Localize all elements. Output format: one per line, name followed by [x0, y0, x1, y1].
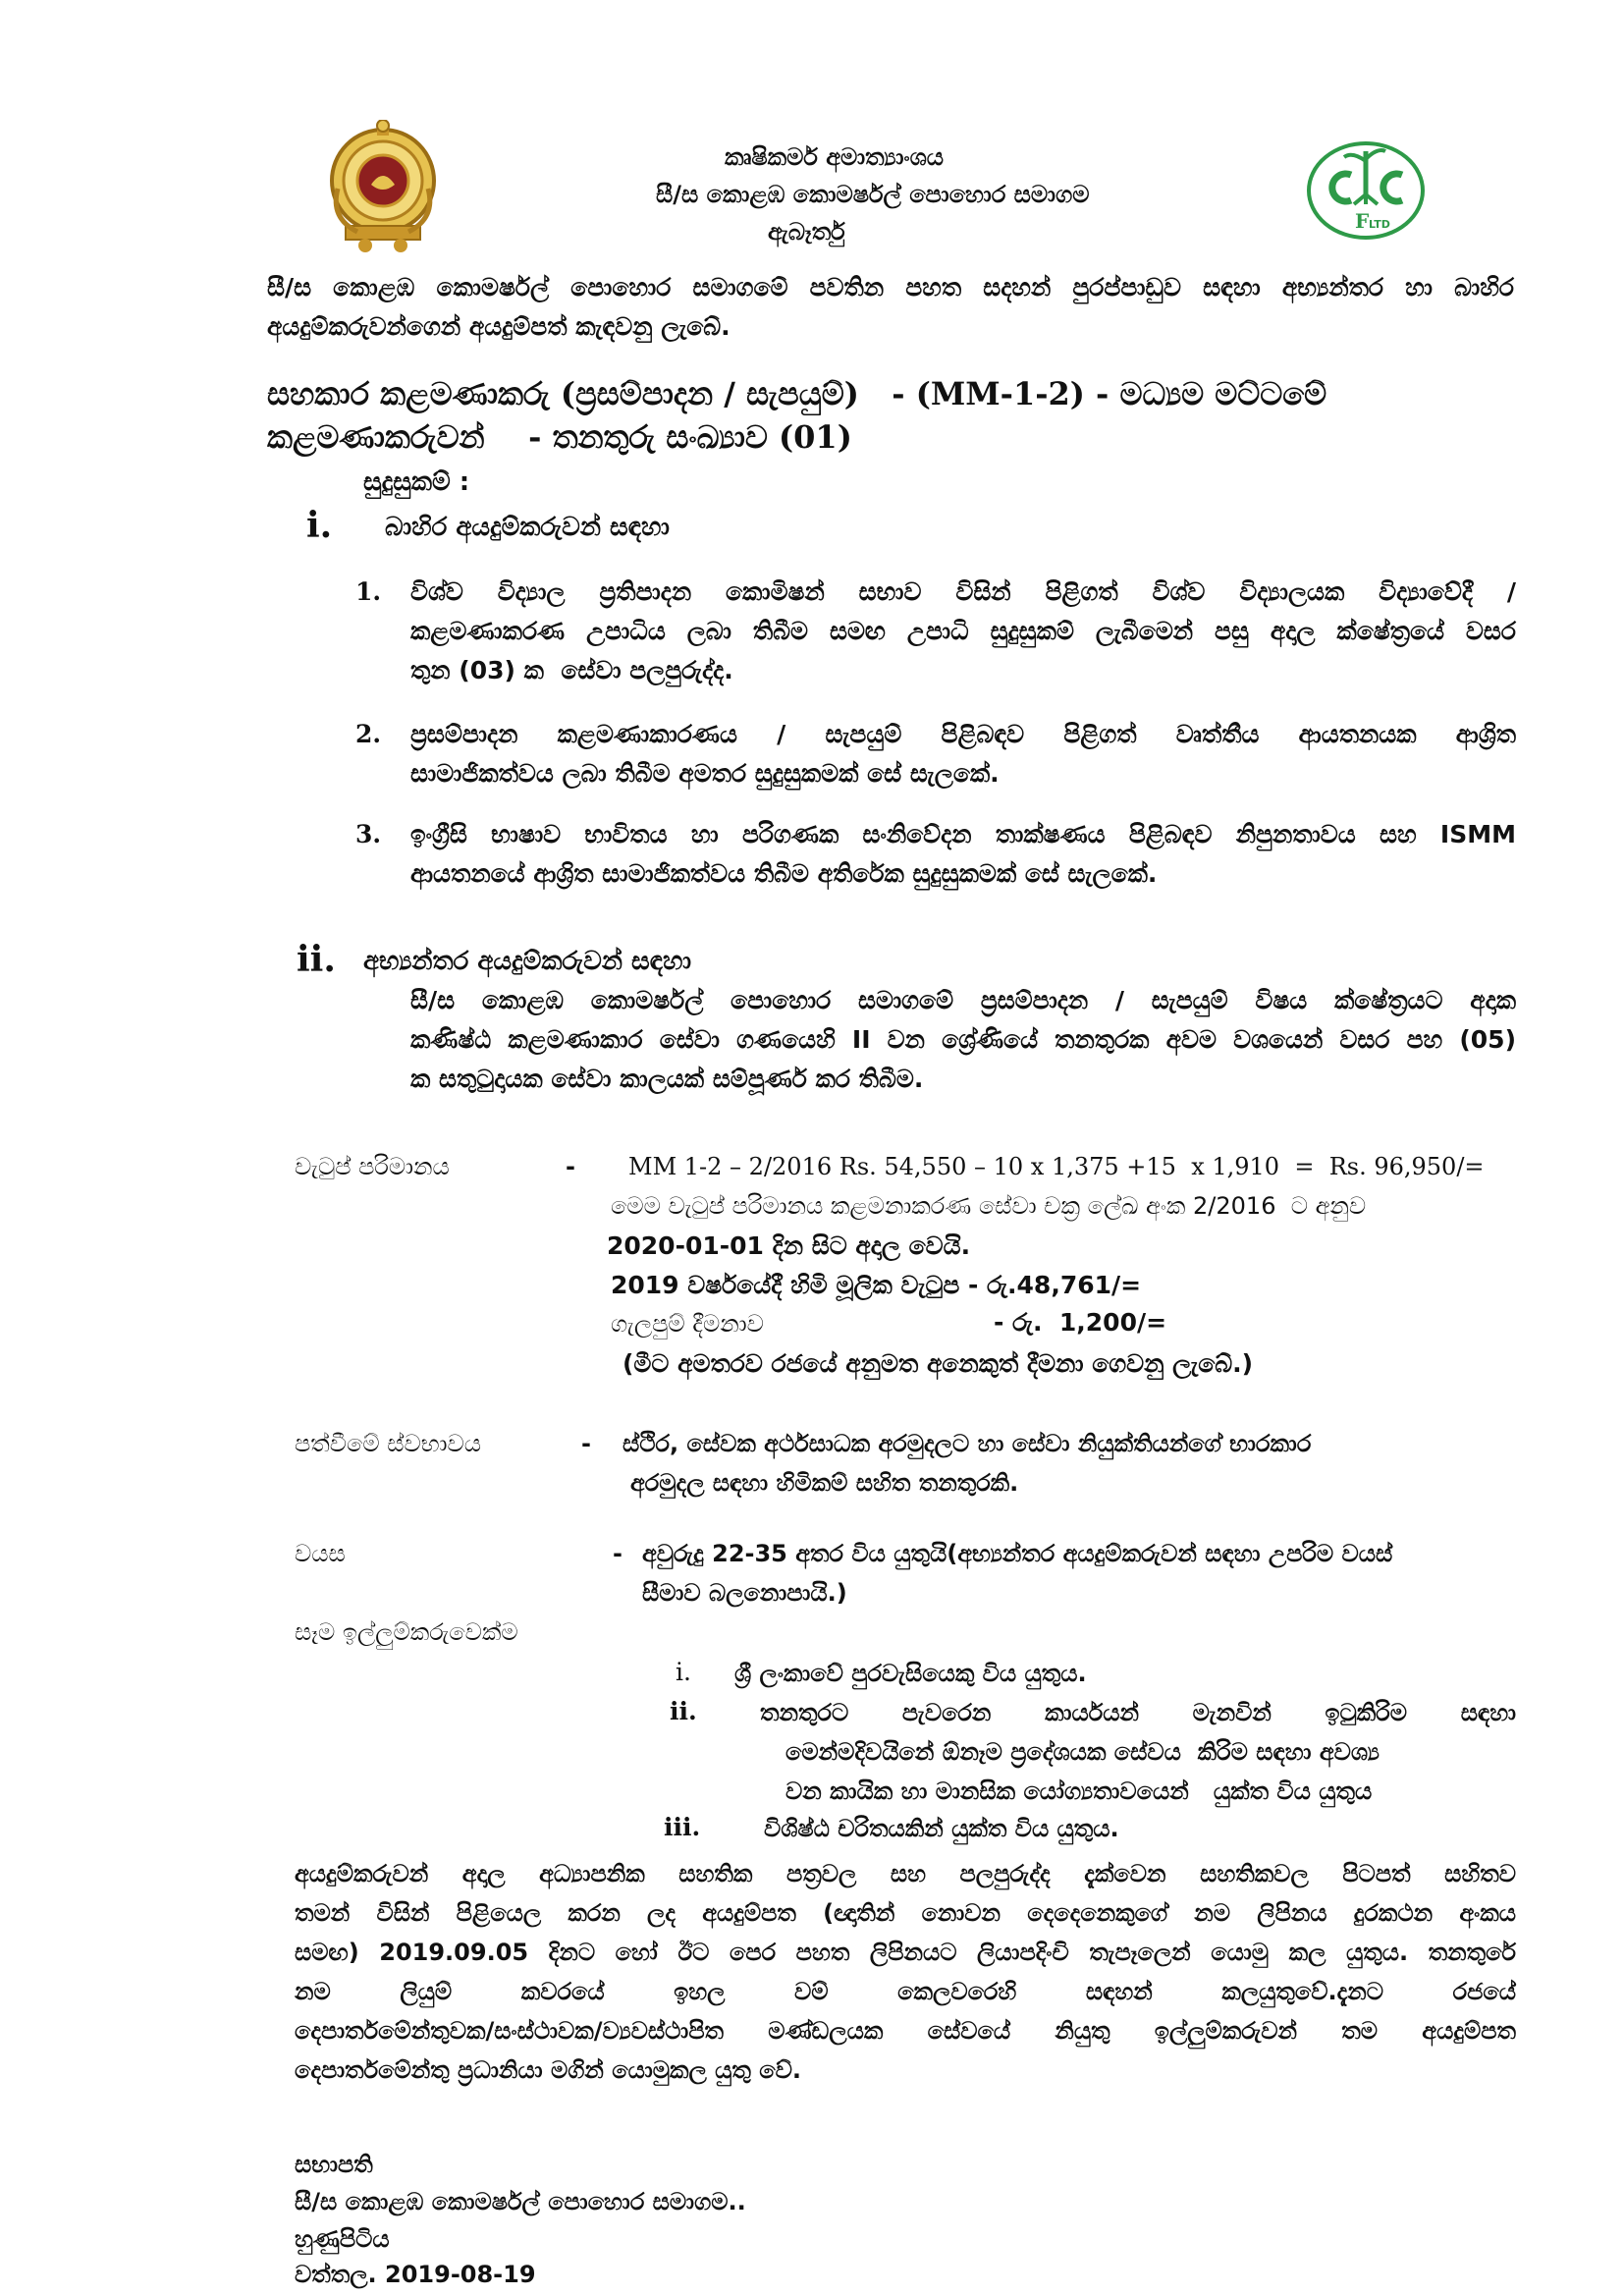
external-numeral: i.: [306, 505, 333, 546]
every-item-2-line-1: තනතුරට පැවරෙන කාර්යයන් මැනවින් ඉටුකිරිම සඳහා: [760, 1699, 1516, 1726]
application-line-3: සමඟ) 2019.09.05 දිනට හෝ ඊට පෙර පහත ලිපිනයට ලියාපදිංචි තැපෑලෙන් යොමු කල යුතුය. තනතුරේ: [295, 1939, 1516, 1966]
intro-line-1: සී/ස කොළඹ කොමර්ෂල් පොහොර සමාගමේ පවතින පහත සදහන් පුරප්පාඩුව සඳහා අභ්‍යන්තර හා බාහිර: [267, 273, 1514, 301]
age-line-2: සීමාව බලනොපායි.): [642, 1579, 847, 1607]
intro-line-2: අයදුම්කරුවන්ගෙන් අයදුම්පත් කැඳවනු ලැබේ.: [267, 312, 731, 341]
company-name: සී/ස කොළඹ කොමර්ෂල් පොහොර සමාගම: [656, 181, 1090, 208]
external-heading: බාහිර අයදුම්කරුවන් සඳහා: [385, 513, 670, 542]
ministry-name: කෘෂිකර්ම අමාත්‍යාංශය: [725, 143, 944, 171]
signature-title: සභාපති: [295, 2151, 373, 2178]
salary-note: (මීට අමතරව රජයේ අනුමත අනෙකුත් දීමනා ගෙවනු ලැබේ.): [623, 1349, 1254, 1378]
external-item-2-line-1: ප්‍රසම්පාදන කළමණාකාරණය / සැපයුම් පිළිබඳව පිළිගත් වෘත්තීය ආයතනයක ආශ්‍රිත: [410, 720, 1516, 748]
ccf-logo-icon: [1304, 137, 1428, 246]
signature-city-date: වත්තල. 2019-08-19: [295, 2261, 536, 2288]
application-line-1: අයදුම්කරුවන් අදාල අධ්‍යාපනික සහතික පත්‍රවල සහ පලපුරුද්ද දැක්වෙන සහතිකවල පිටපත් සහිතව: [295, 1860, 1516, 1887]
every-item-2-line-3: වන කායික හා මානසික යෝග්‍යතාවයෙන් යුක්ත විය යුතුය: [785, 1777, 1373, 1805]
age-label: වයස: [295, 1540, 346, 1567]
allowance-label: ගැලපුම් දීමනාව: [611, 1310, 764, 1338]
signature-company: සී/ස කොළඹ කොමර්ෂල් පොහොර සමාගම..: [295, 2188, 746, 2215]
allowance-value: - රු. 1,200/=: [994, 1308, 1167, 1337]
svg-text:LTD: LTD: [1369, 218, 1390, 231]
external-item-3-line-1: ඉංග්‍රීසි භාෂාව භාවිතය හා පරිගණක සංනිවේදන තාක්ෂණය පිළිබඳව නිපුනතාවය සහ ISMM: [410, 820, 1516, 848]
post-title-line-1: සහකාර කළමණාකරු (ප්‍රසම්පාදන / සැපයුම්) - (MM-1-2) - මධ්‍යම මට්ටමේ: [267, 375, 1327, 412]
age-dash: -: [613, 1540, 623, 1567]
application-line-4: නම ලියුම් කවරයේ ඉහල වම් කෙලවරෙහි සඳහන් කලයුතුවේ.දැනට රජයේ: [295, 1978, 1516, 2005]
salary-dash: -: [566, 1153, 575, 1180]
vacancy-call: ඇබෑර්තු: [768, 218, 845, 246]
salary-line-3: 2020-01-01 දින සිට අදාල වෙයි.: [607, 1231, 971, 1260]
every-item-2-num: ii.: [670, 1697, 697, 1725]
external-item-1-line-1: විශ්ව විද්‍යාල ප්‍රතිපාදන කොමිෂන් සභාව විසින් පිළිගත් විශ්ව විද්‍යාලයක විද්‍යාවේදී /: [410, 577, 1516, 606]
signature-place: හුණුපිටිය: [295, 2225, 390, 2253]
every-item-1-num: i.: [676, 1658, 691, 1686]
salary-line-4: 2019 වර්ෂයේදී හිමි මූලික වැටුප - රු.48,761/=: [611, 1271, 1142, 1299]
every-item-3-num: iii.: [664, 1813, 701, 1841]
every-applicant-label: සෑම ඉල්ලුම්කරුවෙක්ම: [295, 1618, 518, 1646]
every-item-3-line-1: විශිෂ්ඨ චරිතයකින් යුක්ත විය යුතුය.: [764, 1815, 1119, 1842]
internal-line-2: කණිෂ්ඨ කළමණාකාර සේවා ගණයෙහි II වන ශ්‍රේණියේ තනතුරක අවම වශයෙන් වසර පහ (05): [410, 1025, 1516, 1054]
salary-line-2: මෙම වැටුප් පරිමානය කළමනාකරණ සේවා චක්‍ර ලේඛ අංක 2/2016 ට අනුව: [611, 1192, 1367, 1220]
svg-text:F: F: [1355, 209, 1370, 233]
nature-dash: -: [581, 1430, 591, 1457]
internal-heading: අභ්‍යන්තර අයදුම්කරුවන් සඳහා: [363, 947, 692, 976]
application-line-5: දෙපාර්තමේන්තුවක/සංස්ථාවක/ව්‍යවස්ථාපිත මණ්ඩලයක සේවයේ නියුතු ඉල්ලුම්කරුවන් තම අයදුම්පත: [295, 2017, 1516, 2045]
application-line-6: දෙපාර්තමේන්තු ප්‍රධානියා මගින් යොමුකල යුතු වේ.: [295, 2056, 801, 2084]
nature-label: පත්වීමේ ස්වභාවය: [295, 1430, 482, 1457]
external-item-1-num: 1.: [355, 577, 382, 606]
internal-line-1: සී/ස කොළඹ කොමර්ෂල් පොහොර සමාගමේ ප්‍රසම්පාදන / සැපයුම් විෂය ක්ෂේත්‍රයට අදාක: [410, 986, 1516, 1014]
age-line-1: අවුරුදු 22-35 අතර විය යුතුයි(අභ්‍යන්තර අයදුම්කරුවන් සඳහා උපරිම වයස්: [642, 1540, 1393, 1567]
external-item-1-line-2: කළමණාකරණ උපාධිය ලබා තිබීම සමඟ උපාධි සුදුසුකම් ලැබීමෙන් පසු අදාල ක්ෂේත්‍රයේ වසර: [410, 617, 1516, 645]
every-item-1-line-1: ශ්‍රී ලංකාවේ පුරවැසියෙකු විය යුතුය.: [734, 1660, 1087, 1687]
nature-line-1: ස්ථිර, සේවක අර්ථසාධක අරමුදලට හා සේවා නියුක්තියන්ගේ භාරකාර: [623, 1430, 1312, 1457]
external-item-1-line-3: තුන (03) ක සේවා පලපුරුද්ද.: [410, 656, 733, 684]
sri-lanka-emblem-icon: [324, 120, 442, 257]
qualifications-heading: සුදුසුකම් :: [363, 467, 470, 497]
external-item-2-num: 2.: [355, 720, 382, 748]
every-item-2-line-2: මෙන්මදිවයිනේ ඕනෑම ප්‍රදේශයක සේවය කිරිම සඳහා අවශ්‍ය: [785, 1738, 1380, 1766]
internal-numeral: ii.: [297, 939, 336, 980]
nature-line-2: අරමුදල සඳහා හිමිකම් සහිත තනතුරකි.: [630, 1469, 1019, 1497]
application-line-2: තමන් විසින් පිළියෙල කරන ලද අයදුම්පත (ඥාතින් නොවන දෙදෙනෙකුගේ නම ලිපිනය දුරකථන අංකය: [295, 1899, 1516, 1927]
external-item-3-num: 3.: [355, 820, 382, 848]
post-title-line-2: කළමණාකරුවන් - තනතුරු සංඛ්‍යාව (01): [267, 418, 852, 456]
internal-line-3: ක සතුටුදායක සේවා කාලයක් සම්පූර්ණ කර තිබීම.: [410, 1065, 924, 1093]
external-item-2-line-2: සාමාජිකත්වය ලබා තිබීම අමතර සුදුසුකමක් සේ සැලකේ.: [410, 759, 1000, 788]
salary-label: වැටුප් පරිමානය: [295, 1153, 450, 1180]
salary-scale: MM 1-2 – 2/2016 Rs. 54,550 – 10 x 1,375 +15 x 1,910 = Rs. 96,950/=: [628, 1153, 1485, 1180]
external-item-3-line-2: ආයතනයේ ආශ්‍රිත සාමාජිකත්වය තිබීම අතිරේක සුදුසුකමක් සේ සැලකේ.: [410, 859, 1158, 888]
